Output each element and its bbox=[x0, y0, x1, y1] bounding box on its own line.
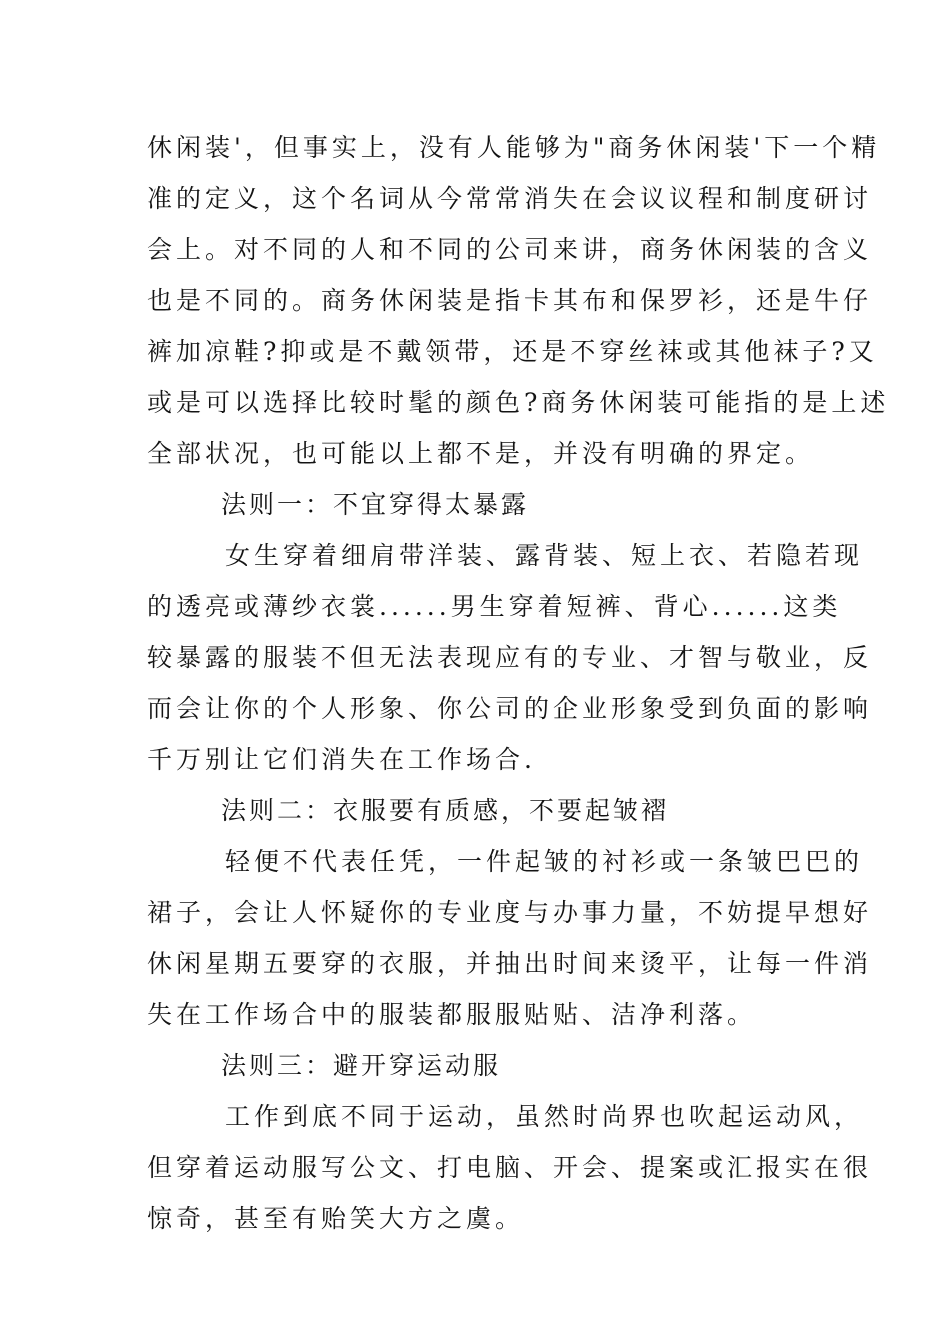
text-line: 裙子，会让人怀疑你的专业度与办事力量，不妨提早想好 bbox=[147, 898, 873, 927]
rule3-heading: 法则三：避开穿运动服 bbox=[221, 1051, 502, 1080]
rule2-heading: 法则二：衣服要有质感，不要起皱褶 bbox=[221, 796, 670, 825]
text-line: 女生穿着细肩带洋装、露背装、短上衣、若隐若现 bbox=[225, 541, 864, 570]
intro-paragraph bbox=[147, 122, 890, 479]
text-line: 千万别让它们消失在工作场合. bbox=[147, 745, 536, 774]
text-line: 的透亮或薄纱衣裳......男生穿着短裤、背心......这类 bbox=[147, 592, 842, 621]
text-line: 全部状况，也可能以上都不是，并没有明确的界定。 bbox=[147, 439, 815, 468]
text-line: 失在工作场合中的服装都服服贴贴、洁净利落。 bbox=[147, 1000, 757, 1029]
rule1-paragraph bbox=[147, 530, 873, 785]
text-line: 轻便不代表任凭，一件起皱的衬衫或一条皱巴巴的 bbox=[225, 847, 864, 876]
text-line: 休闲装'，但事实上，没有人能够为"商务休闲装'下一个精 bbox=[147, 133, 881, 162]
text-line: 工作到底不同于运动，虽然时尚界也吹起运动风， bbox=[225, 1102, 864, 1131]
rule1-heading: 法则一：不宜穿得太暴露 bbox=[221, 490, 530, 519]
text-line: 但穿着运动服写公文、打电脑、开会、提案或汇报实在很 bbox=[147, 1153, 873, 1182]
text-line: 而会让你的个人形象、你公司的企业形象受到负面的影响 bbox=[147, 694, 873, 723]
text-line: 准的定义，这个名词从今常常消失在会议议程和制度研讨 bbox=[147, 184, 873, 213]
text-line: 会上。对不同的人和不同的公司来讲，商务休闲装的含义 bbox=[147, 235, 873, 264]
text-line: 裤加凉鞋?抑或是不戴领带，还是不穿丝袜或其他袜子?又 bbox=[147, 337, 878, 366]
text-line: 较暴露的服装不但无法表现应有的专业、才智与敬业，反 bbox=[147, 643, 873, 672]
rule3-paragraph bbox=[147, 1091, 873, 1244]
text-line: 或是可以选择比较时髦的颜色?商务休闲装可能指的是上述 bbox=[147, 388, 890, 417]
document-body bbox=[147, 122, 890, 1244]
text-line: 惊奇，甚至有贻笑大方之虞。 bbox=[147, 1204, 525, 1233]
text-line: 也是不同的。商务休闲装是指卡其布和保罗衫，还是牛仔 bbox=[147, 286, 873, 315]
text-line: 休闲星期五要穿的衣服，并抽出时间来烫平，让每一件消 bbox=[147, 949, 873, 978]
rule2-paragraph bbox=[147, 836, 873, 1040]
